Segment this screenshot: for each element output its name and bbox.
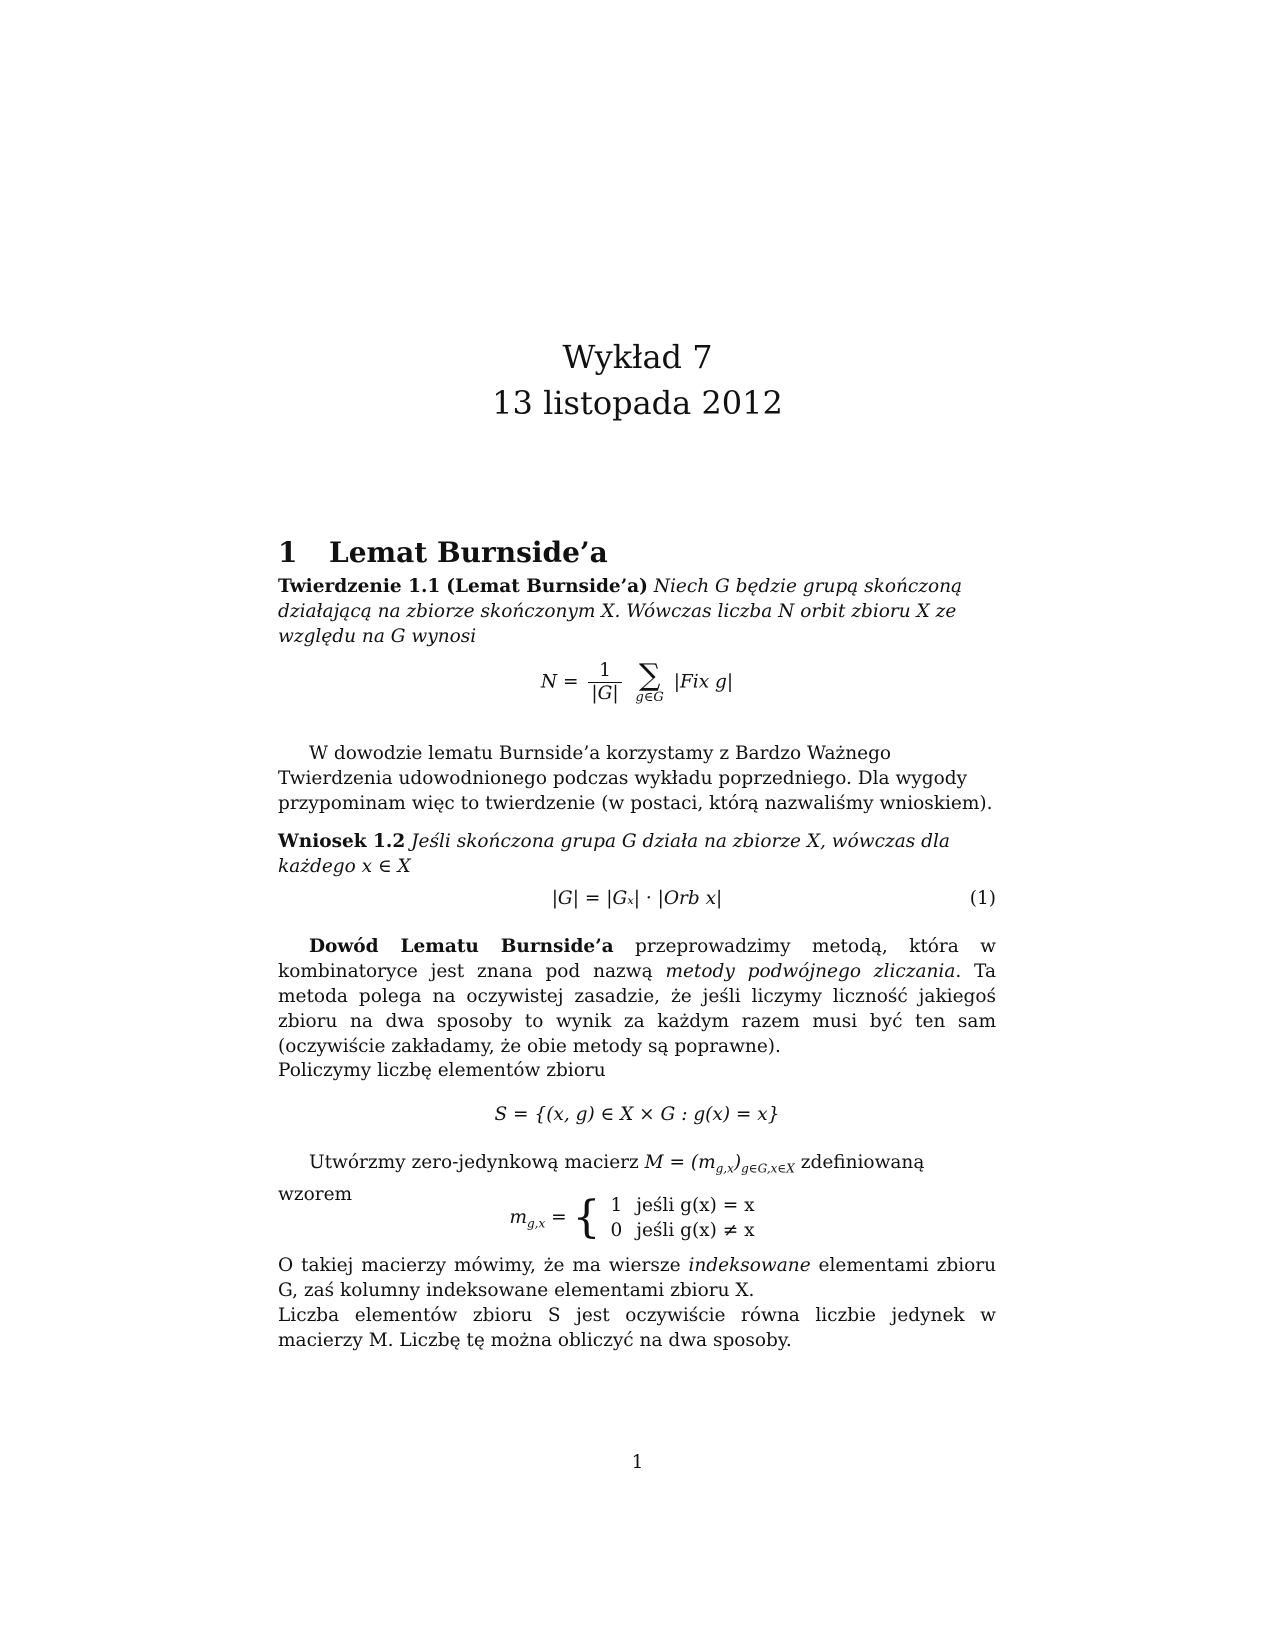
fraction-denominator: |G|	[591, 683, 619, 704]
matrix-lhs: m	[509, 1207, 527, 1228]
rows-before: O takiej macierzy mówimy, że ma wiersze	[278, 1255, 689, 1276]
section-title: Lemat Burnside’a	[329, 536, 608, 569]
corollary-label: Wniosek 1.2	[278, 831, 406, 852]
theorem-statement: Niech G będzie grupą skończoną działającą na zbiorze skończonym X. Wówczas liczba N orbit zbioru X ze względu na G wynosi	[278, 576, 963, 647]
fraction-numerator: 1	[588, 660, 621, 683]
paragraph-intro: W dowodzie lematu Burnside’a korzystamy z Bardzo Ważnego Twierdzenia udowodnionego podczas wykładu poprzedniego. Dla wygody przypominam więc to twierdzenie (w postaci, którą nazwaliśmy wnioskiem).	[278, 743, 993, 814]
left-brace: {	[572, 1192, 601, 1243]
sum-subscript: g∈G	[635, 689, 664, 705]
document-title	[0, 334, 1275, 426]
proof-label: Dowód Lematu Burnside’a	[309, 936, 614, 957]
corollary-formula-row	[278, 886, 996, 911]
matrix-intro-sub2: g∈G,x∈X	[741, 1161, 795, 1176]
matrix-intro-close: )	[733, 1152, 742, 1173]
theorem	[278, 574, 996, 649]
matrix-intro-sub: g,x	[715, 1161, 734, 1176]
matrix-lhs-sub: g,x	[527, 1216, 546, 1231]
section-number: 1	[278, 536, 298, 569]
case-condition: jeśli g(x) ≠ x	[636, 1220, 755, 1241]
case-value: 1	[610, 1195, 623, 1216]
rows-emphasis: indeksowane	[688, 1255, 811, 1276]
summation	[635, 657, 664, 705]
count-line: Policzymy liczbę elementów zbioru	[278, 1060, 606, 1081]
page-number: 1	[631, 1452, 644, 1473]
corollary	[278, 829, 996, 879]
final-paragraph: Liczba elementów zbioru S jest oczywiście równa liczbie jedynek w macierzy M. Liczbę tę można obliczyć na dwa sposoby.	[278, 1305, 996, 1351]
proof-text-before: przeprowadzimy metodą, która w kombinatoryce jest znana pod nazwą	[278, 936, 996, 982]
lecture-title: Wykład 7	[562, 338, 713, 376]
cases-table	[606, 1193, 764, 1243]
matrix-eq: =	[545, 1207, 567, 1228]
theorem-label: Twierdzenie 1.1	[278, 576, 441, 597]
equation-number: (1)	[969, 888, 996, 909]
matrix-intro-math: M = (m	[644, 1152, 716, 1173]
case-row	[606, 1218, 764, 1243]
section-heading	[278, 536, 608, 569]
formula-lhs: N =	[540, 671, 579, 693]
lecture-date: 13 listopada 2012	[492, 384, 783, 422]
case-condition: jeśli g(x) = x	[636, 1195, 755, 1216]
rows-after: elementami zbioru G, zaś kolumny indeksowane elementami zbioru X.	[278, 1255, 997, 1301]
corollary-formula: |G| = |Gₓ| · |Orb x|	[551, 888, 723, 909]
case-row	[606, 1193, 764, 1218]
set-formula: S = {(x, g) ∈ X × G : g(x) = x}	[494, 1104, 780, 1125]
case-value: 0	[610, 1220, 623, 1241]
matrix-intro-before: Utwórzmy zero-jedynkową macierz	[309, 1152, 645, 1173]
sum-symbol: ∑	[638, 657, 661, 693]
proof-emphasis: metody podwójnego zliczania	[665, 961, 956, 982]
theorem-name: (Lemat Burnside’a)	[446, 576, 648, 597]
matrix-definition	[278, 1193, 996, 1243]
burnside-formula	[278, 657, 996, 705]
formula-fraction	[588, 660, 621, 705]
proof-text-after: . Ta metoda polega na oczywistej zasadzie, że jeśli liczymy liczność jakiegoś zbioru na dwa sposoby to wynik za każdym razem musi być ten sam (oczywiście zakładamy, że obie metody są poprawne).	[278, 961, 996, 1057]
formula-rhs: |Fix g|	[673, 671, 734, 693]
proof-paragraph	[278, 934, 996, 1059]
matrix-intro-after: zdefiniowaną wzorem	[278, 1152, 925, 1205]
corollary-statement: Jeśli skończona grupa G działa na zbiorze X, wówczas dla każdego x ∈ X	[278, 831, 950, 877]
rows-paragraph	[278, 1253, 996, 1303]
